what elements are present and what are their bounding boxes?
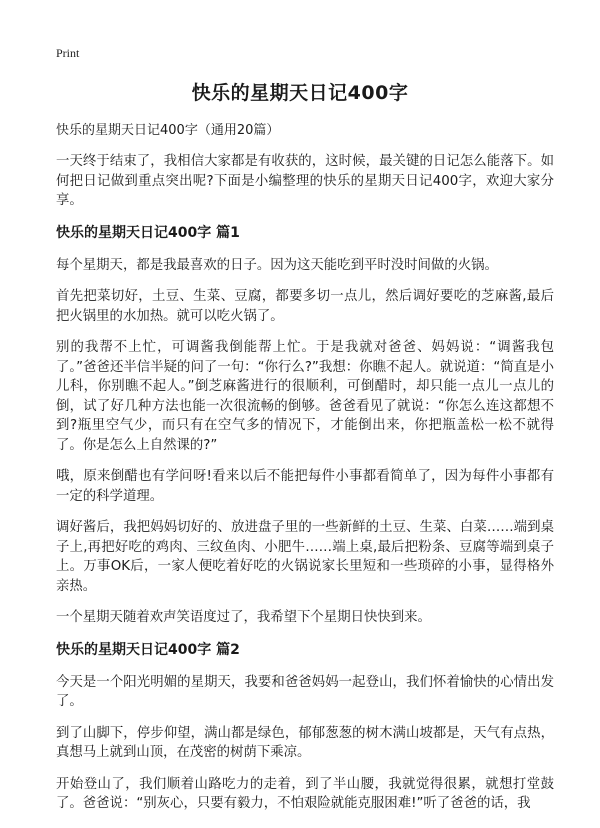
section-2-heading: 快乐的星期天日记400字 篇2 xyxy=(56,641,240,658)
section-1-heading: 快乐的星期天日记400字 篇1 xyxy=(56,224,240,241)
document-body xyxy=(56,122,554,826)
section-1-paragraph: 每个星期天，都是我最喜欢的日子。因为这天能吃到平时没时间做的火锅。 xyxy=(56,257,498,273)
section-1-paragraph: 哦，原来倒醋也有学问呀!看来以后不能把每件小事都看简单了，因为每件小事都有一定的科学道理。 xyxy=(56,469,554,504)
section-1-paragraph: 首先把菜切好，土豆、生菜、豆腐，都要多切一点儿，然后调好要吃的芝麻酱,最后把火锅里的水加热。就可以吃火锅了。 xyxy=(56,289,554,324)
print-link[interactable]: Print xyxy=(56,46,80,60)
section-2-paragraph: 今天是一个阳光明媚的星期天，我要和爸爸妈妈一起登山，我们怀着愉快的心情出发了。 xyxy=(56,674,554,709)
section-2-paragraph: 开始登山了，我们顺着山路吃力的走着，到了半山腰，我就觉得很累，就想打堂鼓了。爸爸说：“别灰心，只要有毅力，不怕艰险就能克服困难!”听了爸爸的话，我 xyxy=(56,776,554,811)
intro-paragraph: 一天终于结束了，我相信大家都是有收获的，这时候，最关键的日记怎么能落下。如何把日记做到重点突出呢?下面是小编整理的快乐的星期天日记400字，欢迎大家分享。 xyxy=(56,154,554,208)
section-1-paragraph: 别的我帮不上忙，可调酱我倒能帮上忙。于是我就对爸爸、妈妈说：“调酱我包了。”爸爸还半信半疑的问了一句：“你行么?”我想：你瞧不起人。就说道：“简直是小儿科，你别瞧不起人。”倒芝麻酱进行的很顺利，可倒醋时，却只能一点儿一点儿的倒，试了好几种方法也能一次很流畅的倒够。爸爸看见了就说：“你怎么连这都想不到?瓶里空气少，而只有在空气多的情况下，才能倒出来，你把瓶盖松一松不就得了。你是怎么上自然课的?” xyxy=(56,340,554,453)
document-subtitle: 快乐的星期天日记400字（通用20篇） xyxy=(56,123,280,138)
page-title: 快乐的星期天日记400字 xyxy=(191,82,409,104)
section-2-paragraph: 到了山脚下，停步仰望，满山都是绿色，郁郁葱葱的树木满山坡都是，天气有点热，真想马上就到山顶，在茂密的树荫下乘凉。 xyxy=(56,725,554,760)
section-1-paragraph: 一个星期天随着欢声笑语度过了，我希望下个星期日快快到来。 xyxy=(56,610,431,625)
section-1-paragraph: 调好酱后，我把妈妈切好的、放进盘子里的一些新鲜的土豆、生菜、白菜……端到桌子上,再把好吃的鸡肉、三纹鱼肉、小肥牛……端上桌,最后把粉条、豆腐等端到桌子上。万事OK后，一家人便吃着好吃的火锅说家长里短和一些琐碎的小事，显得格外亲热。 xyxy=(56,520,554,594)
